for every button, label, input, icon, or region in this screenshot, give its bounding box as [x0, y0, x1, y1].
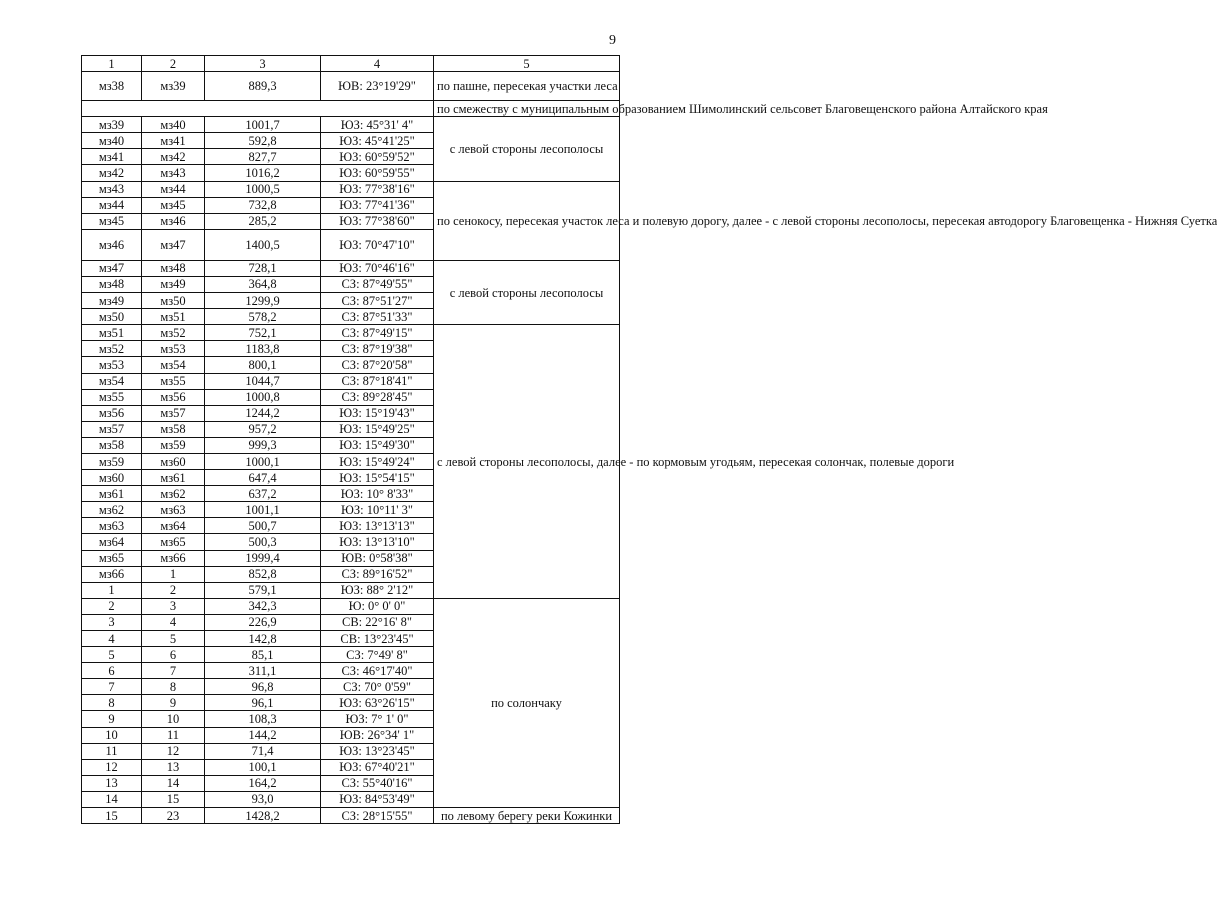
azimuth-cell: ЮЗ: 15°49'25" [321, 421, 434, 437]
azimuth-cell: СЗ: 87°49'55" [321, 276, 434, 292]
distance-cell: 108,3 [205, 711, 321, 727]
azimuth-cell: ЮЗ: 77°41'36" [321, 197, 434, 213]
from-point-cell: мз58 [82, 437, 142, 453]
table-row [82, 117, 620, 133]
from-point-cell: мз59 [82, 453, 142, 469]
distance-cell: 1244,2 [205, 405, 321, 421]
distance-cell: 592,8 [205, 133, 321, 149]
distance-cell: 71,4 [205, 743, 321, 759]
azimuth-cell: ЮЗ: 15°49'24" [321, 453, 434, 469]
distance-cell: 1000,1 [205, 453, 321, 469]
from-point-cell: 15 [82, 808, 142, 824]
distance-cell: 1428,2 [205, 808, 321, 824]
distance-cell: 1999,4 [205, 550, 321, 566]
to-point-cell: мз47 [142, 229, 205, 260]
from-point-cell: мз41 [82, 149, 142, 165]
to-point-cell: мз65 [142, 534, 205, 550]
from-point-cell: мз56 [82, 405, 142, 421]
azimuth-cell: ЮЗ: 13°13'10" [321, 534, 434, 550]
from-point-cell: мз52 [82, 341, 142, 357]
azimuth-cell: СЗ: 28°15'55" [321, 808, 434, 824]
to-point-cell: мз44 [142, 181, 205, 197]
to-point-cell: 9 [142, 695, 205, 711]
azimuth-cell: СЗ: 87°51'33" [321, 309, 434, 325]
from-point-cell: мз60 [82, 470, 142, 486]
from-point-cell: мз42 [82, 165, 142, 181]
azimuth-cell: ЮЗ: 67°40'21" [321, 759, 434, 775]
from-point-cell: мз39 [82, 117, 142, 133]
table-row [82, 72, 620, 101]
azimuth-cell: ЮЗ: 77°38'60" [321, 213, 434, 229]
azimuth-cell: ЮЗ: 15°19'43" [321, 405, 434, 421]
from-point-cell: мз63 [82, 518, 142, 534]
from-point-cell: 1 [82, 582, 142, 598]
from-point-cell: мз46 [82, 229, 142, 260]
to-point-cell: 12 [142, 743, 205, 759]
distance-cell: 1183,8 [205, 341, 321, 357]
distance-cell: 579,1 [205, 582, 321, 598]
distance-cell: 1044,7 [205, 373, 321, 389]
distance-cell: 889,3 [205, 72, 321, 101]
from-point-cell: 4 [82, 631, 142, 647]
azimuth-cell: СЗ: 89°28'45" [321, 389, 434, 405]
from-point-cell: мз50 [82, 309, 142, 325]
to-point-cell: мз54 [142, 357, 205, 373]
header-cell: 4 [321, 56, 434, 72]
to-point-cell: 13 [142, 759, 205, 775]
distance-cell: 957,2 [205, 421, 321, 437]
table-row [82, 598, 620, 614]
description-cell: с левой стороны лесополосы, далее - по кормовым угодьям, пересекая солончак, полевые дороги [434, 325, 620, 599]
header-row [82, 56, 620, 72]
distance-cell: 96,8 [205, 679, 321, 695]
to-point-cell: 1 [142, 566, 205, 582]
azimuth-cell: СВ: 22°16' 8" [321, 614, 434, 630]
to-point-cell: мз51 [142, 309, 205, 325]
description-cell: по сенокосу, пересекая участок леса и полевую дорогу, далее - с левой стороны лесополосы, пересекая автодорогу Благовещенка - Нижняя Суетка [434, 181, 620, 260]
azimuth-cell: ЮЗ: 10° 8'33" [321, 486, 434, 502]
from-point-cell: 11 [82, 743, 142, 759]
distance-cell: 311,1 [205, 663, 321, 679]
description-cell: по пашне, пересекая участки леса [434, 72, 620, 101]
azimuth-cell: ЮЗ: 77°38'16" [321, 181, 434, 197]
to-point-cell: 2 [142, 582, 205, 598]
distance-cell: 500,3 [205, 534, 321, 550]
azimuth-cell: ЮЗ: 88° 2'12" [321, 582, 434, 598]
azimuth-cell: ЮЗ: 7° 1' 0" [321, 711, 434, 727]
distance-cell: 728,1 [205, 260, 321, 276]
azimuth-cell: ЮЗ: 63°26'15" [321, 695, 434, 711]
table-row [82, 808, 620, 824]
to-point-cell: мз49 [142, 276, 205, 292]
azimuth-cell: ЮЗ: 60°59'52" [321, 149, 434, 165]
distance-cell: 732,8 [205, 197, 321, 213]
azimuth-cell: СЗ: 87°20'58" [321, 357, 434, 373]
boundary-table [81, 55, 1217, 824]
azimuth-cell: СЗ: 87°18'41" [321, 373, 434, 389]
to-point-cell: мз58 [142, 421, 205, 437]
from-point-cell: 6 [82, 663, 142, 679]
to-point-cell: мз53 [142, 341, 205, 357]
distance-cell: 164,2 [205, 775, 321, 791]
to-point-cell: мз52 [142, 325, 205, 341]
azimuth-cell: ЮЗ: 13°13'13" [321, 518, 434, 534]
azimuth-cell: СЗ: 46°17'40" [321, 663, 434, 679]
page-number: 9 [609, 33, 616, 48]
joint-description-cell: по смежеству с муниципальным образованием Шимолинский сельсовет Благовещенского района Алтайского края [434, 101, 620, 117]
distance-cell: 800,1 [205, 357, 321, 373]
to-point-cell: мз55 [142, 373, 205, 389]
distance-cell: 637,2 [205, 486, 321, 502]
to-point-cell: мз46 [142, 213, 205, 229]
distance-cell: 578,2 [205, 309, 321, 325]
from-point-cell: мз55 [82, 389, 142, 405]
to-point-cell: мз57 [142, 405, 205, 421]
distance-cell: 647,4 [205, 470, 321, 486]
azimuth-cell: СВ: 13°23'45" [321, 631, 434, 647]
from-point-cell: мз43 [82, 181, 142, 197]
to-point-cell: 8 [142, 679, 205, 695]
to-point-cell: 3 [142, 598, 205, 614]
distance-cell: 752,1 [205, 325, 321, 341]
from-point-cell: 3 [82, 614, 142, 630]
azimuth-cell: ЮЗ: 15°49'30" [321, 437, 434, 453]
table-row [82, 325, 620, 341]
azimuth-cell: ЮЗ: 13°23'45" [321, 743, 434, 759]
to-point-cell: 6 [142, 647, 205, 663]
header-cell: 5 [434, 56, 620, 72]
azimuth-cell: ЮЗ: 45°41'25" [321, 133, 434, 149]
azimuth-cell: Ю: 0° 0' 0" [321, 598, 434, 614]
from-point-cell: 5 [82, 647, 142, 663]
distance-cell: 1001,7 [205, 117, 321, 133]
from-point-cell: 9 [82, 711, 142, 727]
to-point-cell: мз66 [142, 550, 205, 566]
to-point-cell: мз60 [142, 453, 205, 469]
from-point-cell: мз65 [82, 550, 142, 566]
to-point-cell: мз43 [142, 165, 205, 181]
to-point-cell: мз62 [142, 486, 205, 502]
azimuth-cell: ЮВ: 0°58'38" [321, 550, 434, 566]
from-point-cell: мз64 [82, 534, 142, 550]
distance-cell: 1299,9 [205, 293, 321, 309]
azimuth-cell: ЮЗ: 10°11' 3" [321, 502, 434, 518]
from-point-cell: мз54 [82, 373, 142, 389]
header-cell: 1 [82, 56, 142, 72]
description-cell: по солончаку [434, 598, 620, 807]
to-point-cell: мз48 [142, 260, 205, 276]
description-cell: по левому берегу реки Кожинки [434, 808, 620, 824]
from-point-cell: 2 [82, 598, 142, 614]
to-point-cell: 5 [142, 631, 205, 647]
to-point-cell: 7 [142, 663, 205, 679]
azimuth-cell: СЗ: 70° 0'59" [321, 679, 434, 695]
to-point-cell: мз50 [142, 293, 205, 309]
distance-cell: 342,3 [205, 598, 321, 614]
azimuth-cell: ЮЗ: 84°53'49" [321, 791, 434, 807]
to-point-cell: мз42 [142, 149, 205, 165]
distance-cell: 1000,8 [205, 389, 321, 405]
to-point-cell: мз45 [142, 197, 205, 213]
to-point-cell: мз40 [142, 117, 205, 133]
to-point-cell: мз59 [142, 437, 205, 453]
from-point-cell: 14 [82, 791, 142, 807]
to-point-cell: 14 [142, 775, 205, 791]
to-point-cell: мз39 [142, 72, 205, 101]
from-point-cell: 10 [82, 727, 142, 743]
azimuth-cell: СЗ: 55°40'16" [321, 775, 434, 791]
distance-cell: 364,8 [205, 276, 321, 292]
from-point-cell: мз38 [82, 72, 142, 101]
from-point-cell: мз40 [82, 133, 142, 149]
from-point-cell: мз61 [82, 486, 142, 502]
distance-cell: 285,2 [205, 213, 321, 229]
azimuth-cell: ЮЗ: 70°46'16" [321, 260, 434, 276]
distance-cell: 500,7 [205, 518, 321, 534]
azimuth-cell: СЗ: 87°49'15" [321, 325, 434, 341]
distance-cell: 142,8 [205, 631, 321, 647]
from-point-cell: мз66 [82, 566, 142, 582]
header-cell: 2 [142, 56, 205, 72]
distance-cell: 93,0 [205, 791, 321, 807]
description-cell: с левой стороны лесополосы [434, 117, 620, 181]
from-point-cell: мз45 [82, 213, 142, 229]
from-point-cell: мз53 [82, 357, 142, 373]
from-point-cell: мз47 [82, 260, 142, 276]
description-cell: с левой стороны лесополосы [434, 260, 620, 324]
from-point-cell: 12 [82, 759, 142, 775]
joint-boundary-row [82, 101, 620, 117]
from-point-cell: мз57 [82, 421, 142, 437]
from-point-cell: мз49 [82, 293, 142, 309]
from-point-cell: 13 [82, 775, 142, 791]
to-point-cell: 15 [142, 791, 205, 807]
to-point-cell: 4 [142, 614, 205, 630]
distance-cell: 852,8 [205, 566, 321, 582]
azimuth-cell: ЮВ: 26°34' 1" [321, 727, 434, 743]
azimuth-cell: СЗ: 7°49' 8" [321, 647, 434, 663]
distance-cell: 1400,5 [205, 229, 321, 260]
to-point-cell: 11 [142, 727, 205, 743]
distance-cell: 144,2 [205, 727, 321, 743]
azimuth-cell: ЮЗ: 60°59'55" [321, 165, 434, 181]
azimuth-cell: СЗ: 87°19'38" [321, 341, 434, 357]
distance-cell: 85,1 [205, 647, 321, 663]
azimuth-cell: СЗ: 89°16'52" [321, 566, 434, 582]
from-point-cell: мз51 [82, 325, 142, 341]
distance-cell: 1001,1 [205, 502, 321, 518]
to-point-cell: 23 [142, 808, 205, 824]
from-point-cell: 7 [82, 679, 142, 695]
joint-empty-cell [82, 101, 434, 117]
table-row [82, 260, 620, 276]
azimuth-cell: СЗ: 87°51'27" [321, 293, 434, 309]
distance-cell: 999,3 [205, 437, 321, 453]
table-row [82, 181, 620, 197]
to-point-cell: мз64 [142, 518, 205, 534]
azimuth-cell: ЮЗ: 45°31' 4" [321, 117, 434, 133]
to-point-cell: мз63 [142, 502, 205, 518]
from-point-cell: мз44 [82, 197, 142, 213]
distance-cell: 226,9 [205, 614, 321, 630]
to-point-cell: мз56 [142, 389, 205, 405]
from-point-cell: мз62 [82, 502, 142, 518]
header-cell: 3 [205, 56, 321, 72]
azimuth-cell: ЮВ: 23°19'29" [321, 72, 434, 101]
from-point-cell: мз48 [82, 276, 142, 292]
to-point-cell: 10 [142, 711, 205, 727]
from-point-cell: 8 [82, 695, 142, 711]
azimuth-cell: ЮЗ: 70°47'10" [321, 229, 434, 260]
to-point-cell: мз41 [142, 133, 205, 149]
azimuth-cell: ЮЗ: 15°54'15" [321, 470, 434, 486]
distance-cell: 96,1 [205, 695, 321, 711]
distance-cell: 1000,5 [205, 181, 321, 197]
distance-cell: 100,1 [205, 759, 321, 775]
distance-cell: 827,7 [205, 149, 321, 165]
distance-cell: 1016,2 [205, 165, 321, 181]
to-point-cell: мз61 [142, 470, 205, 486]
